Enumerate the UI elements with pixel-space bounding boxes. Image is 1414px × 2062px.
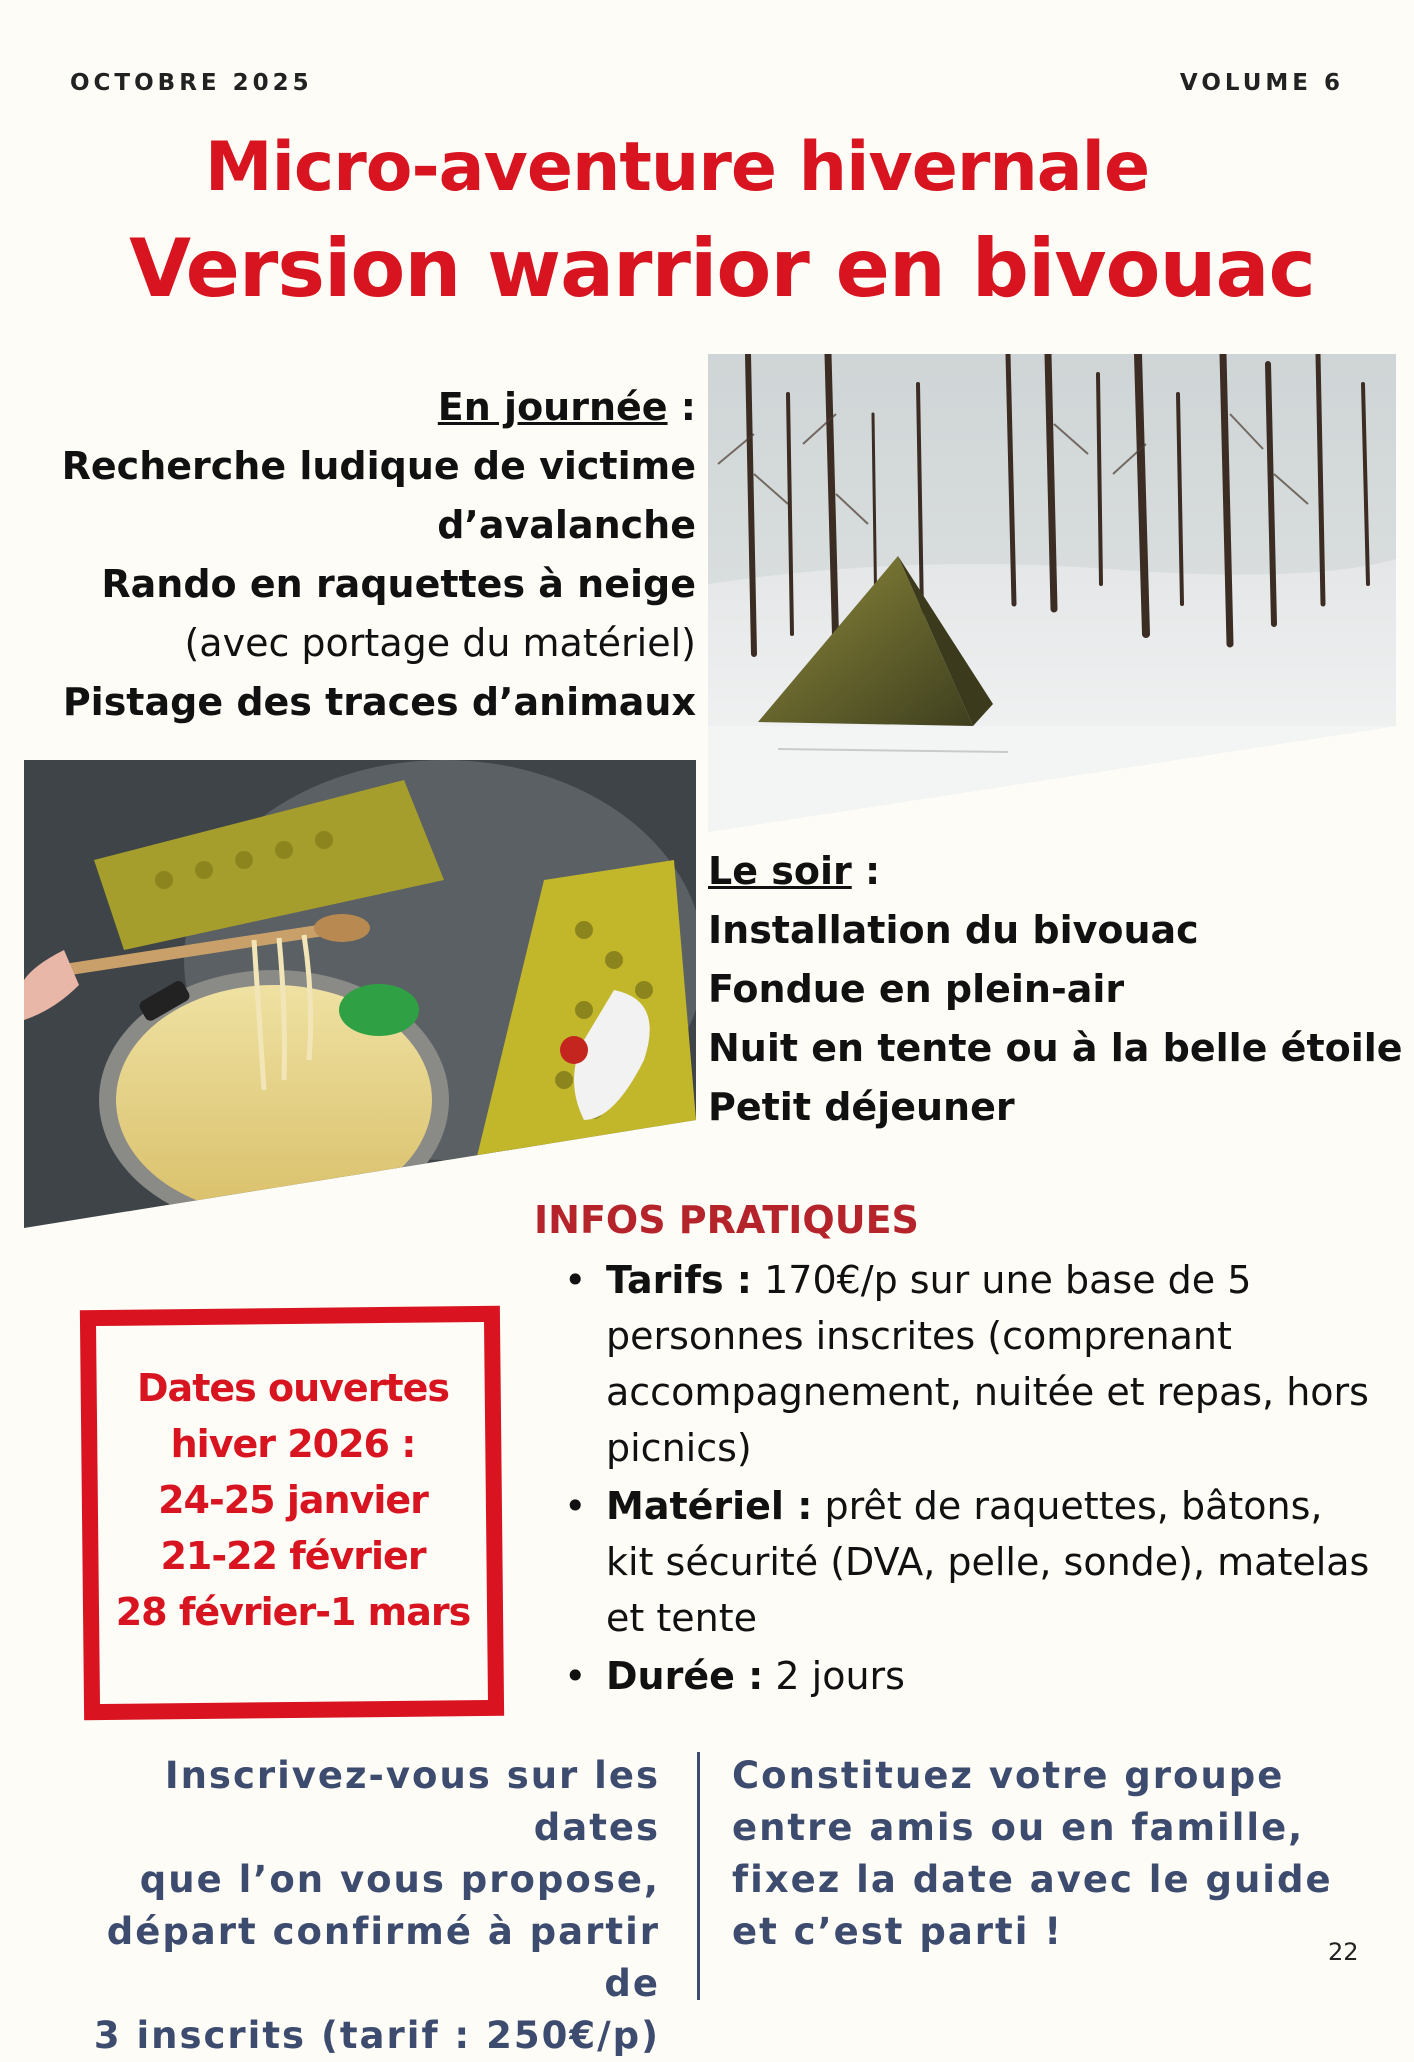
evening-item: Nuit en tente ou à la belle étoile — [708, 1026, 1403, 1070]
day-item-note: (avec portage du matériel) — [184, 621, 696, 665]
evening-item: Petit déjeuner — [708, 1085, 1015, 1129]
day-program — [16, 378, 696, 732]
dates-line: hiver 2026 : — [170, 1422, 416, 1466]
info-item-materiel: • Matériel : prêt de raquettes, bâtons, kit sécurité (DVA, pelle, sonde), matelas et tente — [560, 1478, 1380, 1646]
dates-box — [98, 1360, 488, 1640]
day-item: Recherche ludique de victime — [61, 444, 696, 488]
day-item: d’avalanche — [437, 503, 696, 547]
evening-item: Installation du bivouac — [708, 908, 1199, 952]
page-number: 22 — [1328, 1938, 1359, 1966]
dates-line: 21-22 février — [160, 1534, 426, 1578]
day-heading-label: En journée — [437, 385, 668, 429]
page-title: Micro-aventure hivernale — [204, 128, 1150, 207]
dates-line: 24-25 janvier — [158, 1478, 428, 1522]
issue-date: OCTOBRE 2025 — [70, 70, 313, 96]
page-subtitle: Version warrior en bivouac — [129, 222, 1315, 315]
signup-info: Inscrivez-vous sur les dates que l’on vous propose, départ confirmé à partir de 3 inscrits (tarif : 250€/p) — [93, 1754, 660, 2057]
dates-line: 28 février-1 mars — [115, 1590, 471, 1634]
evening-program — [708, 842, 1408, 1137]
day-heading: En journée : — [437, 385, 696, 429]
tent-snow-photo — [708, 354, 1396, 832]
day-item: Rando en raquettes à neige — [101, 562, 696, 606]
info-item-tarifs: • Tarifs : 170€/p sur une base de 5 personnes inscrites (comprenant accompagnement, nuitée et repas, hors picnics) — [560, 1252, 1380, 1476]
issue-volume: VOLUME 6 — [1179, 70, 1344, 96]
fondue-photo — [24, 760, 696, 1230]
group-info: Constituez votre groupe entre amis ou en famille, fixez la date avec le guide et c’est parti ! — [732, 1754, 1333, 1953]
evening-heading: Le soir : — [708, 849, 881, 893]
dates-line: Dates ouvertes — [137, 1366, 449, 1410]
infos-title: INFOS PRATIQUES — [534, 1198, 919, 1242]
info-item-duree: • Durée : 2 jours — [560, 1648, 1380, 1704]
evening-heading-label: Le soir — [708, 849, 852, 893]
day-item: Pistage des traces d’animaux — [62, 680, 696, 724]
column-divider — [697, 1752, 700, 2000]
infos-list — [560, 1252, 1380, 1706]
evening-item: Fondue en plein-air — [708, 967, 1125, 1011]
